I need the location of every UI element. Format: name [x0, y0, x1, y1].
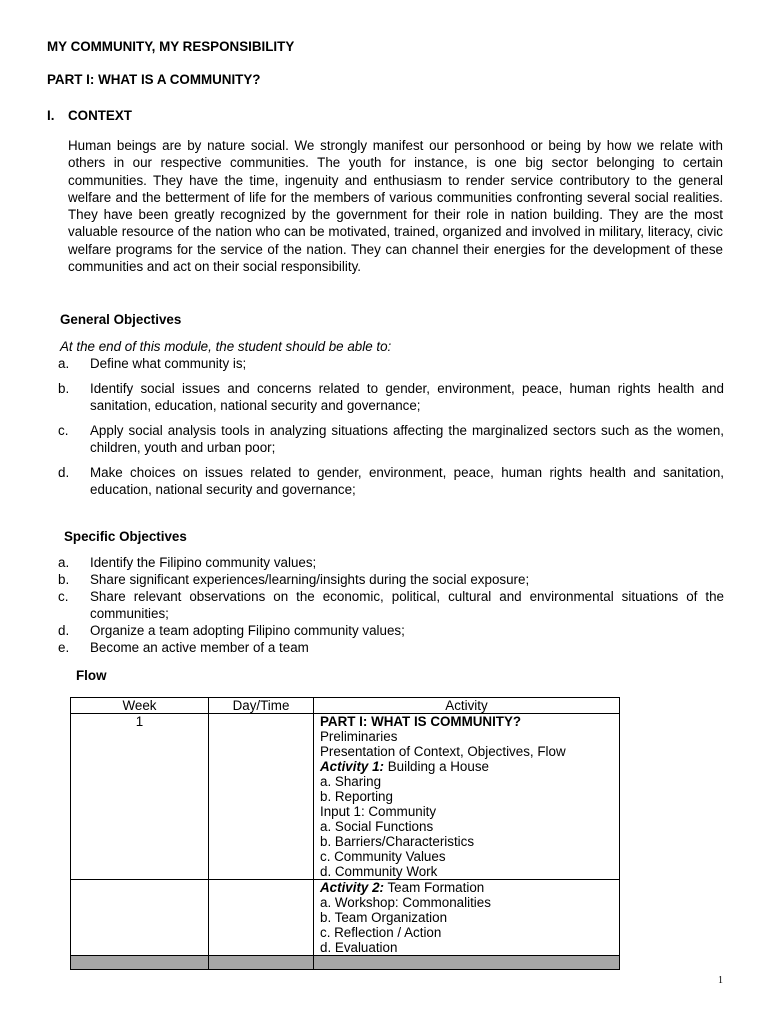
list-item: a. Identify the Filipino community values; — [58, 555, 317, 570]
activity-line: Presentation of Context, Objectives, Flow — [320, 744, 566, 759]
activity-line: b. Reporting — [320, 789, 393, 804]
activity-cell — [314, 714, 620, 880]
activity-1-label: Activity 1: — [320, 759, 384, 774]
section-number: I. — [47, 108, 55, 123]
activity-cell — [314, 880, 620, 956]
shaded-cell — [71, 956, 209, 970]
general-objectives-intro: At the end of this module, the student should be able to: — [60, 339, 392, 354]
activity-line — [320, 880, 619, 895]
list-item: d. Make choices on issues related to gender, environment, peace, human rights health and sanitation, education, national security and governance; — [58, 465, 724, 497]
context-paragraph: Human beings are by nature social. We strongly manifest our personhood or being by how we relate with others in our respective communities. The youth for instance, is one big sector belonging to certain communities. They have the time, ingenuity and enthusiasm to render service contributory to the general welfare and the betterment of life for the members of various communities confronting several social realities. They have been greatly recognized by the government for their role in nation building. They are the most valuable resource of the nation who can be motivated, trained, organized and involved in military, literacy, civic welfare programs for the service of the nation. They can channel their energies for the development of these communities and act on their social responsibility. — [68, 138, 723, 275]
table-row-shaded — [71, 956, 620, 970]
activity-line: a. Sharing — [320, 774, 382, 789]
specific-objectives-list — [58, 554, 724, 656]
flow-heading: Flow — [76, 668, 107, 683]
activity-line: a. Workshop: Commonalities — [320, 895, 491, 910]
section-heading: CONTEXT — [68, 108, 132, 123]
column-header-activity: Activity — [314, 698, 620, 714]
activity-line: b. Barriers/Characteristics — [320, 834, 475, 849]
activity-2-label: Activity 2: — [320, 880, 384, 895]
list-item: c. Share relevant observations on the economic, political, cultural and environmental situations of the communities; — [58, 589, 724, 621]
activity-line: Preliminaries — [320, 729, 398, 744]
general-objectives-list — [58, 355, 724, 498]
list-item: d. Organize a team adopting Filipino community values; — [58, 623, 405, 638]
activity-line: a. Social Functions — [320, 819, 434, 834]
column-header-day-time: Day/Time — [209, 698, 314, 714]
activity-2-text: Team Formation — [384, 880, 485, 895]
activity-line — [320, 759, 619, 774]
shaded-cell — [209, 956, 314, 970]
activity-line: c. Reflection / Action — [320, 925, 442, 940]
table-row — [71, 880, 620, 956]
list-item: c. Apply social analysis tools in analyzing situations affecting the marginalized sectors such as the women, children, youth and urban poor; — [58, 423, 724, 455]
document-title: MY COMMUNITY, MY RESPONSIBILITY — [47, 39, 295, 54]
activity-line: c. Community Values — [320, 849, 446, 864]
part-heading: PART I: WHAT IS A COMMUNITY? — [47, 72, 261, 87]
day-time-cell — [209, 880, 314, 956]
week-cell — [71, 880, 209, 956]
column-header-week: Week — [71, 698, 209, 714]
shaded-cell — [314, 956, 620, 970]
flow-table — [70, 697, 620, 970]
list-item: b. Identify social issues and concerns related to gender, environment, peace, human rights health and sanitation, education, national security and governance; — [58, 381, 724, 413]
page-number: 1 — [718, 975, 723, 986]
activity-line: Input 1: Community — [320, 804, 437, 819]
activity-1-text: Building a House — [384, 759, 489, 774]
day-time-cell — [209, 714, 314, 880]
general-objectives-heading: General Objectives — [60, 312, 182, 327]
specific-objectives-heading: Specific Objectives — [64, 529, 187, 544]
week-cell: 1 — [71, 714, 209, 880]
list-item: e. Become an active member of a team — [58, 640, 309, 655]
activity-line: b. Team Organization — [320, 910, 448, 925]
activity-line: d. Evaluation — [320, 940, 398, 955]
list-item: a. Define what community is; — [58, 356, 247, 371]
list-item: b. Share significant experiences/learning/insights during the social exposure; — [58, 572, 530, 587]
table-row — [71, 714, 620, 880]
table-header-row — [71, 698, 620, 714]
activity-line: d. Community Work — [320, 864, 438, 879]
activity-part-title: PART I: WHAT IS COMMUNITY? — [320, 714, 522, 729]
